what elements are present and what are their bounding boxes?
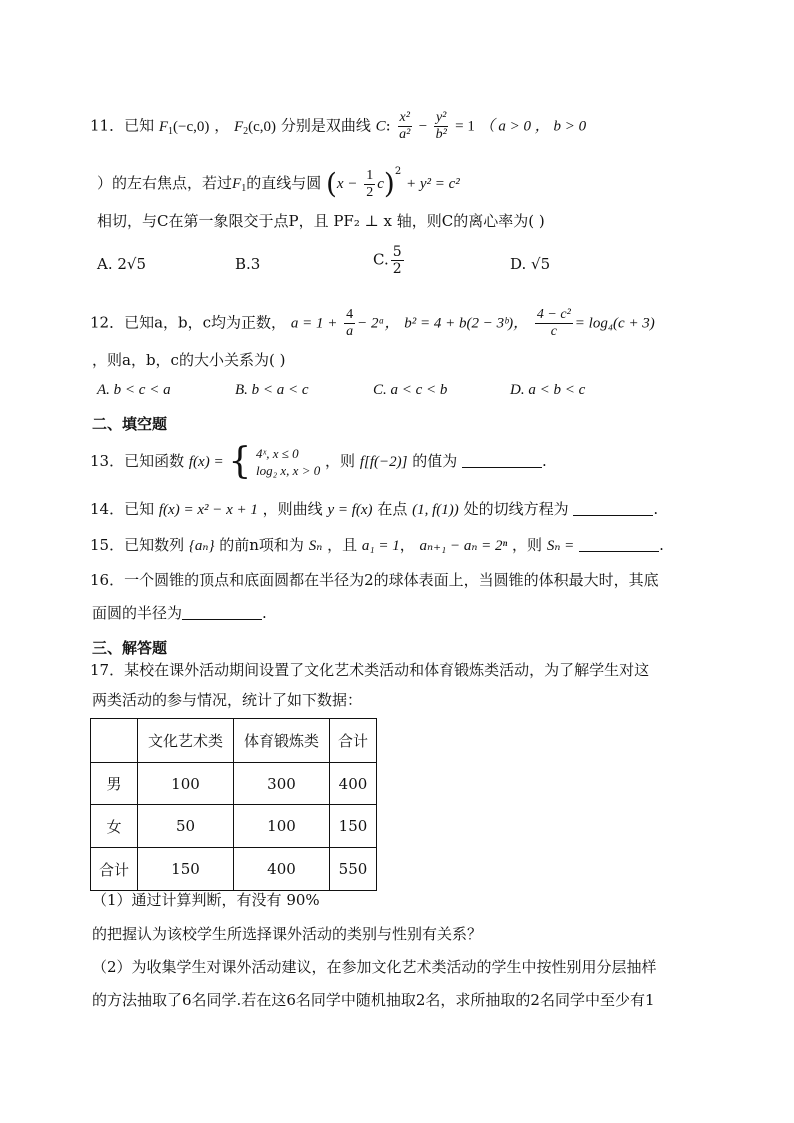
q11-paren-right: ) <box>383 167 395 200</box>
q14-curve: y = f(x) <box>327 502 373 518</box>
q16-answer-blank[interactable] <box>182 605 262 620</box>
table-cell: 50 <box>138 805 234 848</box>
q14-text4: 处的切线方程为 <box>463 500 569 518</box>
q13-answer-blank[interactable] <box>462 453 542 468</box>
table-cell: 300 <box>234 763 330 805</box>
q11-condition: （ a > 0 ， b > 0 <box>479 118 587 135</box>
q15-seq: {aₙ} <box>188 538 215 554</box>
table-header-cell: 文化艺术类 <box>138 719 234 763</box>
q11-minus: − <box>418 118 428 135</box>
q17-part2-line2: 的方法抽取了6名同学.若在这6名同学中随机抽取2名，求所抽取的2名同学中至少有1 <box>92 991 655 1009</box>
q11-paren-left: ( <box>325 167 337 200</box>
q12-option-a: A. b < c < a <box>97 382 171 398</box>
q17-part1-line1: （1）通过计算判断，有没有 90% <box>92 891 320 909</box>
q11-line2 <box>97 162 460 201</box>
q14-fx: f(x) = x² − x + 1 <box>158 502 258 518</box>
q14-point: (1, f(1)) <box>412 502 459 518</box>
q13-period: . <box>542 452 547 470</box>
q11-number: 11．已知 <box>90 116 155 135</box>
q11-half: $\frac{1}{2}$ <box>366 167 374 200</box>
table-cell: 100 <box>234 805 330 848</box>
table-row <box>91 805 377 848</box>
q11-line2-text2: 的直线与圆 <box>246 174 322 192</box>
q13-ffx: f[f(−2)] <box>359 454 408 470</box>
q15-recurrence: aₙ₊₁ − aₙ = 2ⁿ <box>419 538 508 554</box>
q11-C: C <box>375 118 386 135</box>
q14-text1: 14．已知 <box>90 500 155 518</box>
q17-line1: 17．某校在课外活动期间设置了文化艺术类活动和体育锻炼类活动，为了解学生对这 <box>90 661 650 679</box>
q14-line <box>90 499 658 520</box>
q16-text2: 面圆的半径为 <box>92 604 183 622</box>
table-header-cell: 体育锻炼类 <box>234 719 330 763</box>
q15-Sn-eq: Sₙ = <box>546 538 575 554</box>
table-header-row <box>91 719 377 763</box>
q11-option-b: B.3 <box>235 255 261 273</box>
table-cell: 女 <box>91 805 138 848</box>
q15-text3: ，且 <box>327 536 358 554</box>
q13-text1: 13．已知函数 <box>90 452 185 470</box>
q12-frac-c: $\frac{\text{4 − c²}}{c}$ <box>536 307 571 339</box>
q11-circle-x: x − <box>336 176 358 192</box>
table-cell: 550 <box>330 848 377 891</box>
q15-text2: 的前n项和为 <box>219 536 304 554</box>
q12-option-d: D. a < b < c <box>510 382 586 398</box>
q15-a1: a₁ = 1 <box>361 538 400 554</box>
table-header-cell <box>91 719 138 763</box>
table-cell: 男 <box>91 763 138 805</box>
q14-text2: ，则曲线 <box>262 500 323 518</box>
q13-text3: 的值为 <box>412 452 458 470</box>
q11-line1 <box>90 110 587 142</box>
q15-Sn: Sₙ <box>308 538 323 554</box>
q13-brace: { <box>228 441 252 482</box>
q12-eq-b: b² = 4 + b(2 − 3ᵇ)， <box>404 315 529 332</box>
q13-cases: 4ˣ, x ≤ 0 log₂ x, x > 0 <box>256 446 321 478</box>
q11-frac-x: $\frac{\text{x²}}{\text{a²}}$ <box>399 110 411 142</box>
table-row <box>91 763 377 805</box>
q11-option-d: D. √5 <box>510 255 551 273</box>
table-cell: 400 <box>330 763 377 805</box>
q15-period: . <box>659 536 664 554</box>
q11-F1: $F_1(-c,0)$ <box>158 118 210 137</box>
table-row <box>91 848 377 891</box>
q17-part2-line1: （2）为收集学生对课外活动建议，在参加文化艺术类活动的学生中按性别用分层抽样 <box>92 958 657 976</box>
q12-option-c: C. a < c < b <box>373 382 448 398</box>
q16-period: . <box>262 604 267 622</box>
table-cell: 100 <box>138 763 234 805</box>
q17-data-table <box>90 718 377 891</box>
q11-line3: 相切，与C在第一象限交于点P，且 PF₂ ⊥ x 轴，则C的离心率为( ) <box>97 212 545 230</box>
q11-circle-sq: 2 <box>394 166 402 177</box>
q11-circle-rest: + y² = c² <box>406 176 460 192</box>
q12-line2: ，则a，b，c的大小关系为( ) <box>92 351 286 369</box>
q11-eq1: = 1 <box>455 118 475 135</box>
table-cell: 合计 <box>91 848 138 891</box>
q12-option-b: B. b < a < c <box>235 382 309 398</box>
q15-text1: 15．已知数列 <box>90 536 185 554</box>
q11-F2: $F_2(c,0)$ <box>233 118 277 137</box>
section-answer-heading: 三、解答题 <box>92 639 168 657</box>
q11-colon: : <box>385 116 391 135</box>
q16-line1: 16．一个圆锥的顶点和底面圆都在半径为2的球体表面上，当圆锥的体积最大时，其底 <box>90 571 659 589</box>
table-cell: 150 <box>330 805 377 848</box>
q11-text-hyperbola: 分别是双曲线 <box>280 116 371 135</box>
q13-text2: ，则 <box>325 452 356 470</box>
q12-line1 <box>90 307 655 340</box>
q16-line2 <box>92 603 267 623</box>
q12-eq-c-tail: = log₄(c + 3) <box>574 315 655 332</box>
table-cell: 400 <box>234 848 330 891</box>
q17-line2: 两类活动的参与情况，统计了如下数据： <box>92 691 363 709</box>
q11-option-a: A. 2√5 <box>97 255 147 273</box>
q15-text4: ，则 <box>512 536 543 554</box>
q17-part1-line2: 的把握认为该校学生所选择课外活动的类别与性别有关系？ <box>92 925 483 943</box>
q12-frac-4a: $\frac{4}{a}$ <box>346 307 354 339</box>
q15-line <box>90 535 664 556</box>
q12-eq-a: a = 1 + <box>290 315 338 332</box>
table-header-cell: 合计 <box>330 719 377 763</box>
q11-option-c: C. $\frac{5}{2}$ <box>373 244 402 277</box>
q11-frac-y: $\frac{\text{y²}}{\text{b²}}$ <box>435 110 447 142</box>
q11-circle-c: c <box>377 176 384 192</box>
q14-answer-blank[interactable] <box>573 501 653 516</box>
q14-text3: 在点 <box>377 500 408 518</box>
q12-text1: 12．已知a，b，c均为正数， <box>90 313 287 332</box>
q15-answer-blank[interactable] <box>579 537 659 552</box>
q14-period: . <box>653 500 659 518</box>
q11-line2-text1: ）的左右焦点，若过 <box>97 174 233 192</box>
table-cell: 150 <box>138 848 234 891</box>
section-fill-in-heading: 二、填空题 <box>92 415 168 433</box>
q11-line2-F1: $F_1$ <box>232 176 247 194</box>
q13-line <box>90 440 547 482</box>
q12-eq-a-tail: − 2ᵃ， <box>357 315 400 332</box>
q15-sep: ， <box>399 536 415 554</box>
q13-fx: f(x) = <box>188 454 224 470</box>
q11-comma: ， <box>214 116 230 135</box>
